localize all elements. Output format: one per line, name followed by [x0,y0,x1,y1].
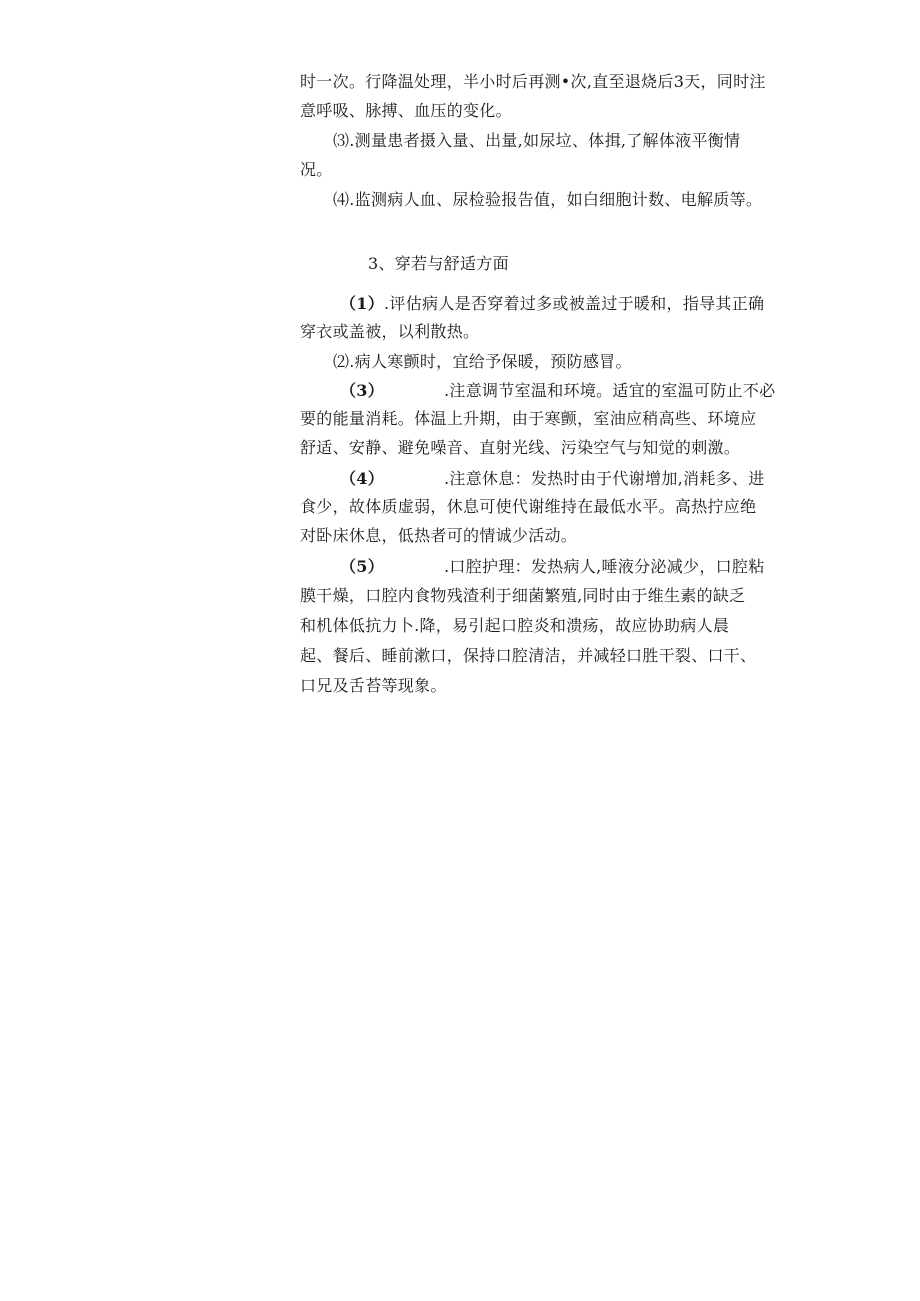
text-line: 穿衣或盖被，以利散热。 [300,322,480,341]
text-line: 食少，故体质虚弱，休息可使代谢维持在最低水平。高热拧应绝 [300,497,757,516]
paragraph-number: （1） [340,294,385,313]
text-line: 况。 [300,160,333,179]
text-line: 意呼吸、脉搏、血压的变化。 [300,101,512,120]
text-line: 时一次。行降温处理，半小时后再测•次,直至退烧后3天，同时注 [300,72,766,91]
text-line: 舒适、安静、避免噪音、直射光线、污染空气与知觉的刺激。 [300,438,741,457]
paragraph-text: .注意休息：发热时由于代谢增加,消耗多、进 [444,469,765,488]
paragraph-number: （4） [340,469,385,488]
section-heading: 3、穿若与舒适方面 [368,254,509,273]
paragraph-4-first-line [340,469,765,489]
paragraph-1-first-line [340,294,764,314]
paragraph-2: ⑵.病人寒颤时，宜给予保暖，预防感冒。 [333,352,632,371]
paragraph-text: .评估病人是否穿着过多或被盖过于暖和，指导其正确 [384,294,765,313]
paragraph-3-first-line [340,381,775,401]
text-line: 和机体低抗力卜.降，易引起口腔炎和溃疡，故应协助病人晨 [300,616,730,635]
paragraph-number: （3） [340,381,385,400]
text-line: 要的能量消耗。体温上升期，由于寒颤，室油应稍高些、环境应 [300,409,757,428]
list-item-3: ⑶.测量患者摄入量、出量,如尿垃、体揖,了解体液平衡情 [333,131,741,150]
paragraph-text: .口腔护理：发热病人,唾液分泌减少，口腔粘 [444,557,765,576]
text-line: 口兄及舌苔等现象。 [300,676,447,695]
text-line: 膜干燥，口腔内食物残渣利于细菌繁殖,同时由于维生素的缺乏 [300,586,746,605]
list-item-4: ⑷.监测病人血、尿检验报告值，如白细胞计数、电解质等。 [333,190,763,209]
text-line: 起、餐后、睡前漱口，保持口腔清洁，并减轻口胜干裂、口干、 [300,646,757,665]
paragraph-5-first-line [340,557,765,577]
paragraph-text: .注意调节室温和环境。适宜的室温可防止不必 [444,381,776,400]
paragraph-number: （5） [340,557,385,576]
text-line: 对卧床休息，低热者可的情诚少活动。 [300,526,578,545]
